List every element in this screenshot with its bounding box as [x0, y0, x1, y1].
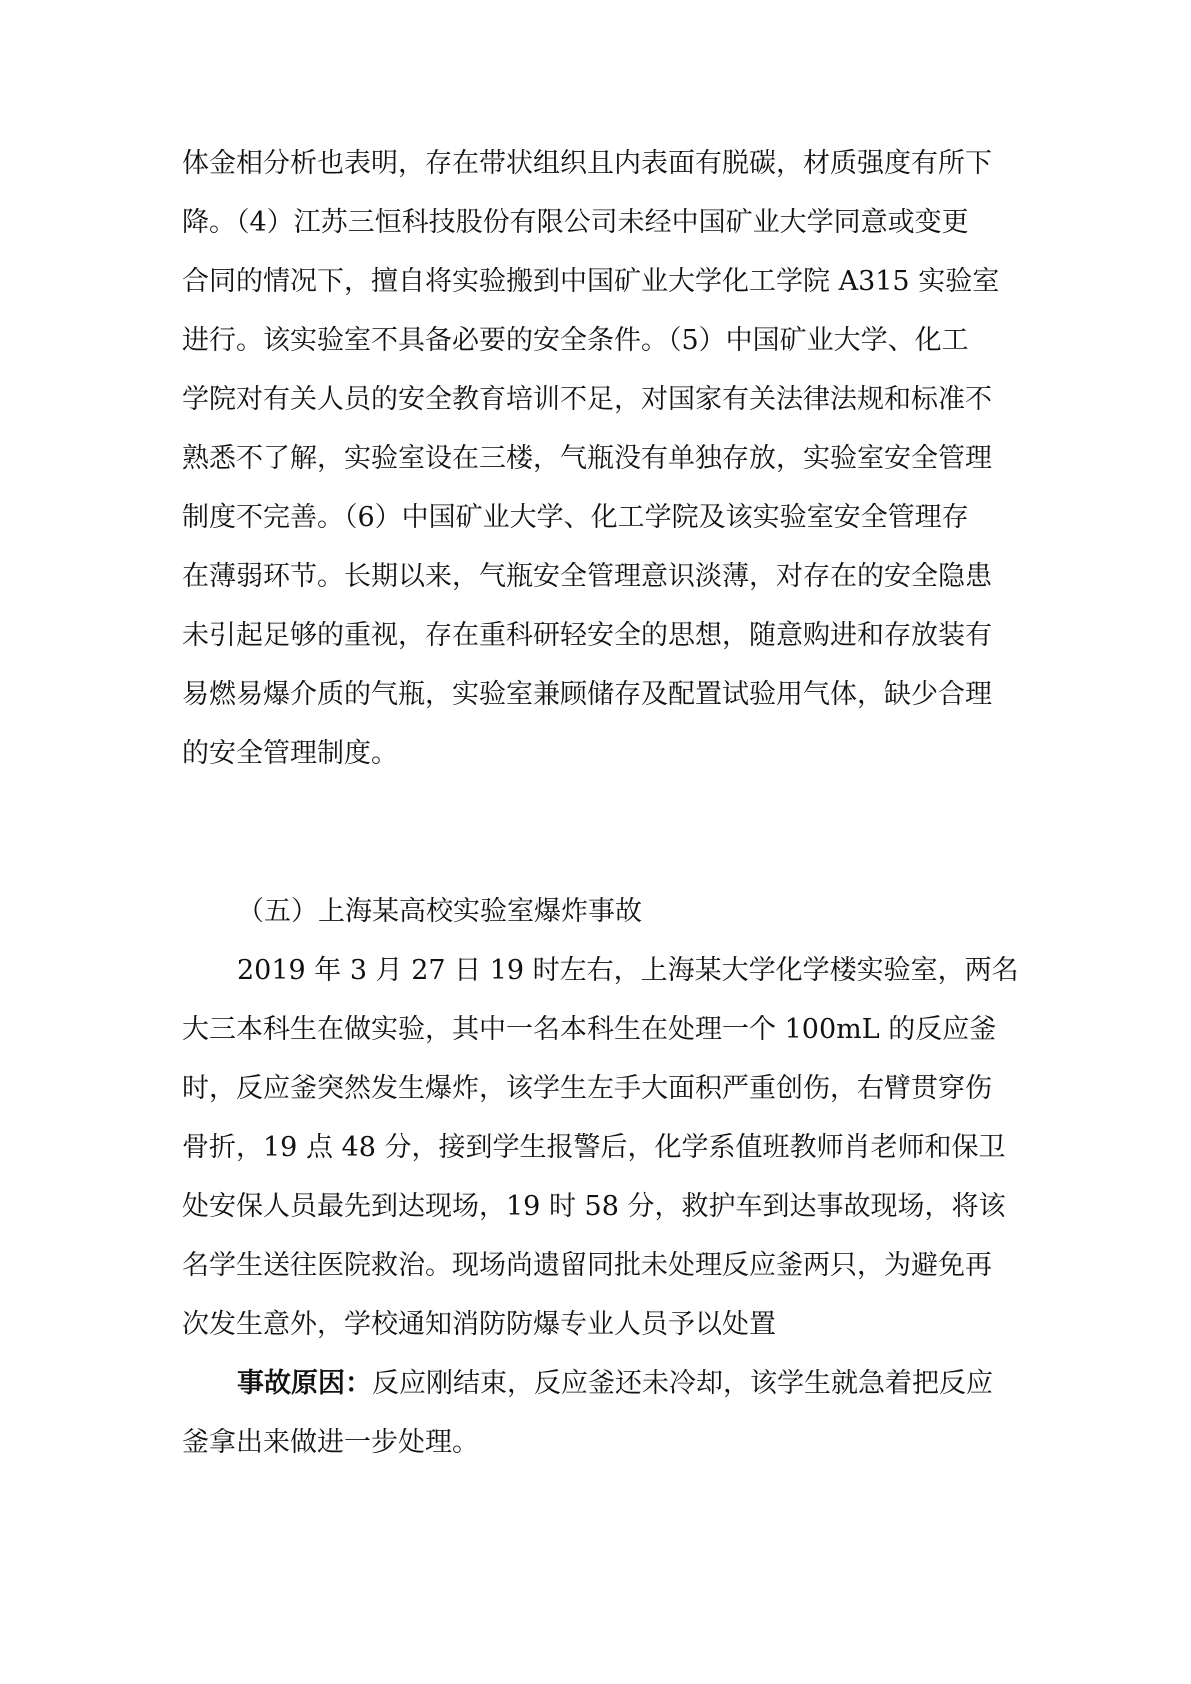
paragraph-line: 体金相分析也表明，存在带状组织且内表面有脱碳，材质强度有所下 — [182, 148, 992, 179]
paragraph-line: 合同的情况下，擅自将实验搬到中国矿业大学化工学院 A315 实验室 — [182, 266, 1000, 297]
paragraph-line: 学院对有关人员的安全教育培训不足，对国家有关法律法规和标准不 — [182, 384, 992, 415]
paragraph-line: 易燃易爆介质的气瓶，实验室兼顾储存及配置试验用气体，缺少合理 — [182, 679, 992, 710]
paragraph-line: 未引起足够的重视，存在重科研轻安全的思想，随意购进和存放装有 — [182, 620, 992, 651]
cause-text: 反应刚结束，反应釜还未冷却，该学生就急着把反应 — [372, 1368, 993, 1399]
section-heading: （五）上海某高校实验室爆炸事故 — [237, 896, 642, 927]
paragraph-line: 降。（4）江苏三恒科技股份有限公司未经中国矿业大学同意或变更 — [182, 207, 969, 238]
paragraph-line: 进行。该实验室不具备必要的安全条件。（5）中国矿业大学、化工 — [182, 325, 969, 356]
paragraph-line: 大三本科生在做实验，其中一名本科生在处理一个 100mL 的反应釜 — [182, 1014, 997, 1045]
cause-label: 事故原因： — [237, 1368, 372, 1399]
paragraph-line: 制度不完善。（6）中国矿业大学、化工学院及该实验室安全管理存 — [182, 502, 969, 533]
paragraph-line: 熟悉不了解，实验室设在三楼，气瓶没有单独存放，实验室安全管理 — [182, 443, 992, 474]
paragraph-line: 时，反应釜突然发生爆炸，该学生左手大面积严重创伤，右臂贯穿伤 — [182, 1073, 992, 1104]
paragraph-line: 骨折，19 点 48 分，接到学生报警后，化学系值班教师肖老师和保卫 — [182, 1132, 1006, 1163]
paragraph-line: 在薄弱环节。长期以来，气瓶安全管理意识淡薄，对存在的安全隐患 — [182, 561, 992, 592]
paragraph-line: 2019 年 3 月 27 日 19 时左右，上海某大学化学楼实验室，两名 — [237, 955, 1019, 986]
paragraph-line: 的安全管理制度。 — [182, 738, 398, 769]
paragraph-line: 次发生意外，学校通知消防防爆专业人员予以处置 — [182, 1309, 776, 1340]
cause-paragraph — [237, 1370, 993, 1397]
paragraph-line: 处安保人员最先到达现场，19 时 58 分，救护车到达事故现场，将该 — [182, 1191, 1006, 1222]
paragraph-line: 釜拿出来做进一步处理。 — [182, 1427, 479, 1458]
paragraph-line: 名学生送往医院救治。现场尚遗留同批未处理反应釜两只，为避免再 — [182, 1250, 992, 1281]
